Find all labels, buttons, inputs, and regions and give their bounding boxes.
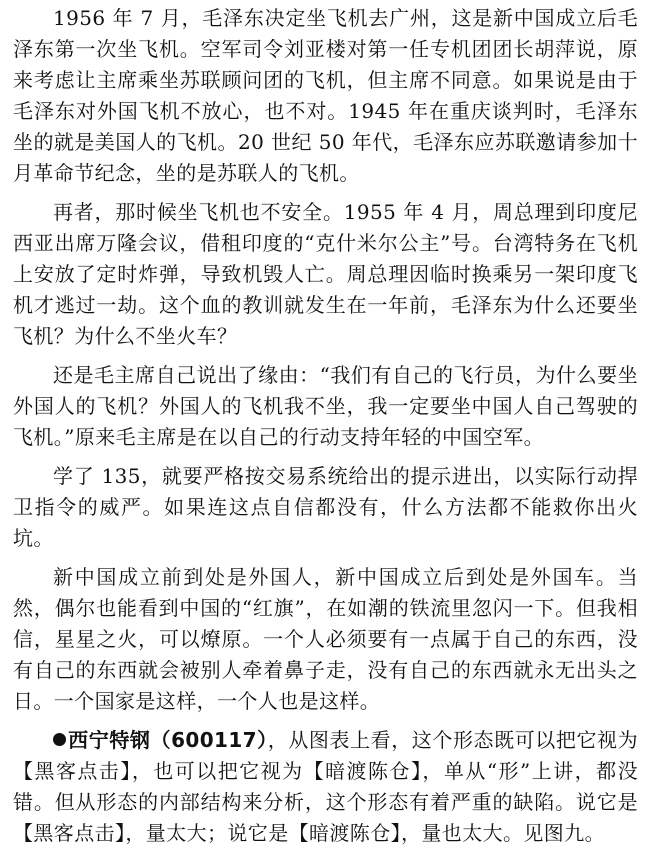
paragraph-stock-analysis <box>13 725 638 849</box>
stock-name-lead: 西宁特钢（600117） <box>68 728 268 752</box>
paragraph-trading-discipline: 学了 135，就要严格按交易系统给出的提示进出，以实际行动捍卫指令的威严。如果连这点自信都没有，什么方法都不能救你出火坑。 <box>13 464 638 550</box>
paragraph-flight-safety: 再者，那时候坐飞机也不安全。1955 年 4 月，周总理到印度尼西亚出席万隆会议，借租印度的“克什米尔公主”号。台湾特务在飞机上安放了定时炸弹，导致机毁人亡。周总理因临时换乘另一架印度飞机才逃过一劫。这个血的教训就发生在一年前，毛泽东为什么还要坐飞机？为什么不坐火车？ <box>13 200 638 348</box>
bullet-icon <box>53 733 66 746</box>
paragraph-chinese-air-force: 还是毛主席自己说出了缘由：“我们有自己的飞行员，为什么要坐外国人的飞机？外国人的飞机我不坐，我一定要坐中国人自己驾驶的飞机。”原来毛主席是在以自己的行动支持年轻的中国空军。 <box>13 363 638 449</box>
paragraph-own-things: 新中国成立前到处是外国人，新中国成立后到处是外国车。当然，偶尔也能看到中国的“红旗”，在如潮的铁流里忽闪一下。但我相信，星星之火，可以燎原。一个人必须要有一点属于自己的东西，没有自己的东西就会被别人牵着鼻子走，没有自己的东西就永无出头之日。一个国家是这样，一个人也是这样。 <box>13 565 638 713</box>
paragraph-mao-first-flight: 1956 年 7 月，毛泽东决定坐飞机去广州，这是新中国成立后毛泽东第一次坐飞机。空军司令刘亚楼对第一任专机团团长胡萍说，原来考虑让主席乘坐苏联顾问团的飞机，但主席不同意。如果说是由于毛泽东对外国飞机不放心，也不对。1945 年在重庆谈判时，毛泽东坐的就是美国人的飞机。20 世纪 50 年代，毛泽东应苏联邀请参加十月革命节纪念，坐的是苏联人的飞机。 <box>13 6 638 185</box>
stock-analysis-text: ，从图表上看，这个形态既可以把它视为【黑客点击】，也可以把它视为【暗渡陈仓】，单从“形”上讲，都没错。但从形态的内部结构来分析，这个形态有着严重的缺陷。说它是【黑客点击】，量太大；说它是【暗渡陈仓】，量也太大。见图九。 <box>13 728 639 845</box>
